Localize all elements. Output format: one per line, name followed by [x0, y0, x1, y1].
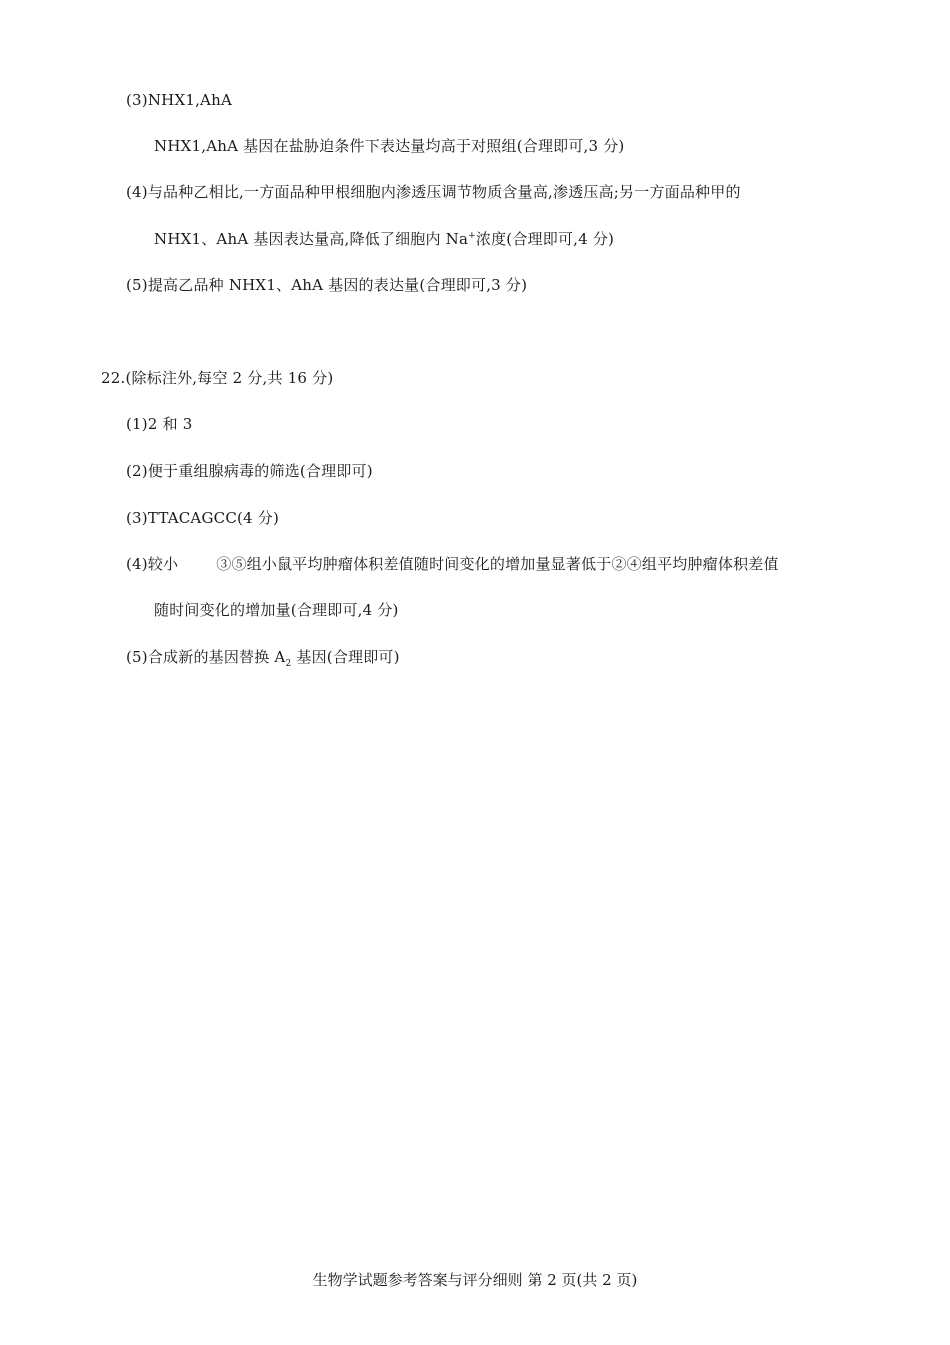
part-label: (2)	[126, 462, 148, 480]
superscript-plus: +	[468, 231, 476, 241]
q22-part3-answer	[126, 508, 279, 528]
answer-text: 便于重组腺病毒的筛选(合理即可)	[147, 462, 373, 480]
q21-part4-line1	[126, 182, 741, 202]
q22-header: 22.(除标注外,每空 2 分,共 16 分)	[101, 369, 334, 387]
q21-part3-reason: NHX1,AhA 基因在盐胁迫条件下表达量均高于对照组(合理即可,3 分)	[154, 137, 625, 155]
q21-part5-answer	[126, 275, 527, 295]
part-label: (3)	[126, 91, 148, 109]
answer-text: 较小	[147, 555, 179, 573]
answer-text: 与品种乙相比,一方面品种甲根细胞内渗透压调节物质含量高,渗透压高;另一方面品种甲的	[147, 183, 741, 201]
q22-part1-answer	[126, 414, 192, 434]
subscript-2: 2	[285, 659, 292, 669]
q22-part2-answer	[126, 461, 373, 481]
q21-part4-line2	[154, 229, 614, 249]
part-label: (5)	[126, 648, 148, 666]
part-label: (1)	[126, 415, 148, 433]
answer-text: NHX1,AhA	[147, 91, 232, 109]
q22-part5-answer	[126, 647, 400, 667]
part-label: (4)	[126, 183, 148, 201]
part-label: (4)	[126, 555, 148, 573]
q21-part3-answer	[126, 90, 232, 110]
answer-text: 浓度(合理即可,4 分)	[475, 230, 615, 248]
answer-text: 合成新的基因替换 A	[147, 648, 286, 666]
answer-text: 提高乙品种 NHX1、AhA 基因的表达量(合理即可,3 分)	[147, 276, 528, 294]
answer-text: 基因(合理即可)	[291, 648, 400, 666]
answer-text: NHX1、AhA 基因表达量高,降低了细胞内 Na	[154, 230, 469, 248]
part-label: (3)	[126, 509, 148, 527]
part-label: (5)	[126, 276, 148, 294]
reason-text: ③⑤组小鼠平均肿瘤体积差值随时间变化的增加量显著低于②④组平均肿瘤体积差值	[216, 555, 779, 573]
q22-part4-line2: 随时间变化的增加量(合理即可,4 分)	[154, 601, 399, 619]
q22-part4-line1	[126, 554, 779, 574]
answer-text: TTACAGCC(4 分)	[147, 509, 280, 527]
answer-text: 2 和 3	[147, 415, 193, 433]
page-footer: 生物学试题参考答案与评分细则 第 2 页(共 2 页)	[312, 1271, 638, 1289]
